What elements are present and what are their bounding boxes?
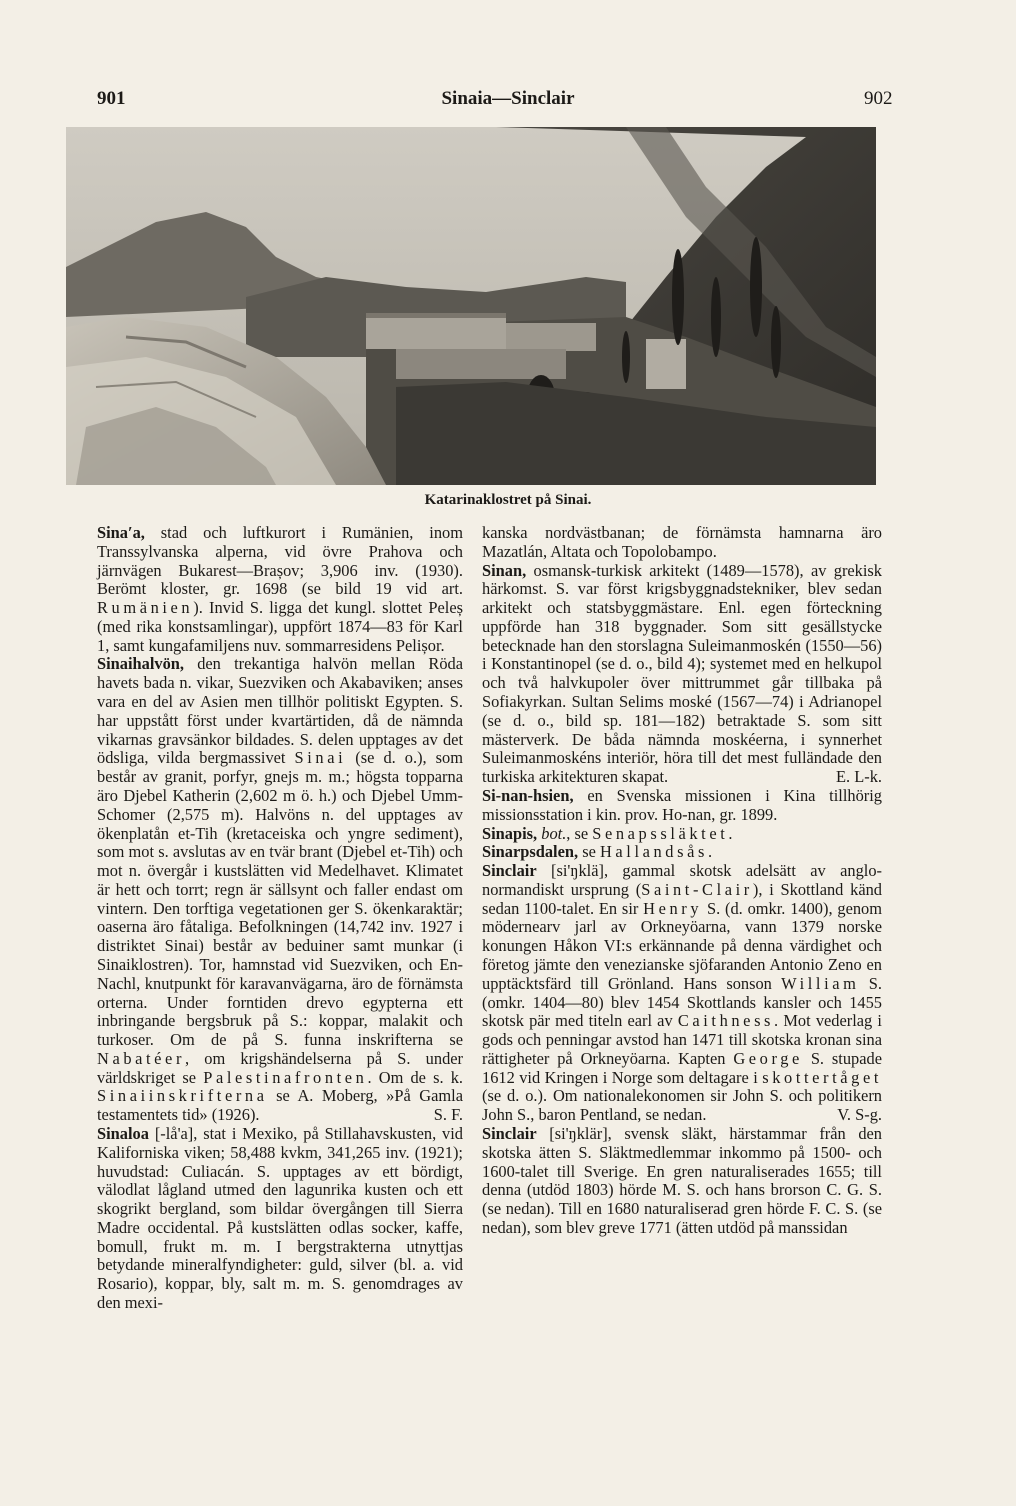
entry-sinapis: Sinapis, bot., se Senapssläktet. — [482, 823, 733, 843]
entry-sinclair-scottish: Sinclair [si'ŋklä], gammal skotsk adelsätt av anglo-normandiskt ursprung (Saint-Clair), i Skottland känd sedan 1100-talet. En sir Henry S. (d. omkr. 1400), genom mödernearv jarl av Orkneyöarna, vann 1379 norske konungen Håkon VI:s erkännande på denna värdighet och företog jämte den venezianske sjöfaranden Antonio Zeno en upptäcktsfärd till Grönland. Hans sonson William S. (omkr. 1404—80) blev 1454 Skottlands kansler och 1455 skotsk pär med titeln earl av Caithness. Mot vederlag i gods och penningar avstod han 1471 till skotska kronan sina rättigheter på Orkneyöarna. Kapten George S. stupade 1612 vid Kringen i Norge som deltagare i skottertåget (se d. o.). Om nationalekonomen sir John S. och politikern John S., baron Pentland, se nedan. V. S-g. — [482, 861, 883, 1125]
entry-sinaloa: Sinaloa [-lå'a], stat i Mexiko, på Stillahavskusten, vid Kaliforniska viken; 58,488 kvkm, 341,265 inv. (1921); huvudstad: Culiacán. S. upptages av ett bördigt, välodlat lågland utmed den lagunrika kusten och ett skogrikt bergland, som bildar övergången till Sierra Madre occidental. På kustslätten odlas socker, kaffe, bomull, frukt m. m. I bergstrakterna utnyttjas betydande mineralfyndigheter: guld, silver (bl. a. vid Rosario), koppar, bly, salt m. m. S. genomdrages av den mexi- — [97, 1124, 463, 1313]
right-column — [482, 524, 882, 1238]
entry-sinaihalvon: Sinaihalvön, den trekantiga halvön mellan Röda havets bada n. vikar, Suezviken och Akabaviken; anses vara en del av Asien men tillhör politiskt Egypten. S. har uppstått först under kvartärtiden, då de nämnda vikarnas gravsänkor bildades. S. delen upptages av det ödsliga, vilda bergmassivet Sinai (se d. o.), som består av granit, porfyr, gnejs m. m.; högsta topparna äro Djebel Katherin (2,602 m ö. h.) och Djebel Umm-Schomer (2,575 m). Halvöns n. del upptages av ökenplatån et-Tih (kretaceiska och yngre sediment), som mot s. avslutas av en tvär brant (Djebel et-Tih) och mot n. övergår i kustslätten vid Medelhavet. Klimatet är hett och torrt; regn är sällsynt och faller endast om vintern. Den torftiga vegetationen ger S. ökenkaraktär; oaserna äro fåtaliga. Befolkningen (14,742 inv. 1927 i distriktet Sinai) består av beduiner samt munkar (i Sinaiklostren). Tor, hamnstad vid Suezviken, och En-Nachl, knutpunkt för karavanvägarna, äro de förnämsta orterna. Under forntiden drevo egypterna ett inbringande bergsbruk på S.: koppar, malakit och turkoser. Om de på S. funna inskrifterna se Nabatéer, om krigshändelserna på S. under världskriget se Palestinafronten. Om de s. k. Sinaiinskrifterna se A. Moberg, »På Gamla testamentets tid» (1926). S. F. — [97, 654, 464, 1125]
entry-sinclair-swedish: Sinclair [si'ŋklär], svensk släkt, härstammar från den skotska ätten S. Släktmedlemmar inkommo på 1500- och 1600-talet till Sverige. En gren naturaliserades 1655; till denna (utdöd 1803) hörde M. S. och hans brorson C. G. S. (se nedan). Till en 1680 naturaliserad gren hörde F. C. S. (se nedan), som blev greve 1771 (ätten utdöd på manssidan — [482, 1124, 882, 1237]
running-title: Sinaia—Sinclair — [441, 88, 575, 109]
entry-sinaloa-continued: kanska nordvästbanan; de förnämsta hamnarna äro Mazatlán, Altata och Topolobampo. — [482, 523, 882, 561]
monastery-photo — [66, 127, 876, 485]
left-column — [97, 524, 463, 1313]
entry-sinarpsdalen: Sinarpsdalen, se Hallandsås. — [482, 842, 713, 862]
page-number-left: 901 — [97, 88, 126, 109]
page-number-right: 902 — [864, 88, 893, 109]
entry-sinaia: Sinaʹa, stad och luftkurort i Rumänien, inom Transsylvanska alperna, vid övre Prahova och järnvägen Bukarest—Brașov; 3,906 inv. (1930). Berömt kloster, gr. 1698 (se bild 19 vid art. Rumänien). Invid S. ligga det kungl. slottet Peleș (med rika konstsamlingar), uppfört 1874—83 för Karl 1, samt kungafamiljens nuv. sommarresidens Pelișor. — [97, 523, 463, 655]
page-header — [0, 88, 1016, 118]
entry-sinan: Sinan, osmansk-turkisk arkitekt (1489—1578), av grekisk härkomst. S. var först krigsbyggnadstekniker, blev sedan arkitekt och statsbyggmästare. Enl. egen förteckning uppförde han 318 byggnader. Som sitt gesällstycke betecknade han den storslagna Suleimanmoskén (1550—56) i Konstantinopel (se d. o., bild 4); systemet med en helkupol och två halvkupoler över mittrummet går tillbaka på Sofiakyrkan. Sultan Selims moské (1567—74) i Adrianopel (se d. o., bild sp. 181—182) betraktade S. som sitt mästerverk. De båda nämnda moskéerna, i synnerhet Suleimanmoskéns interiör, höra till det mest fulländade den turkiska arkitekturen skapat. E. L-k. — [482, 560, 882, 787]
figure-caption: Katarinaklostret på Sinai. — [424, 492, 592, 508]
entry-si-nan-hsien: Si-nan-hsien, en Svenska missionen i Kina tillhörig missionsstation i kin. prov. Ho-nan, gr. 1899. — [482, 785, 882, 824]
